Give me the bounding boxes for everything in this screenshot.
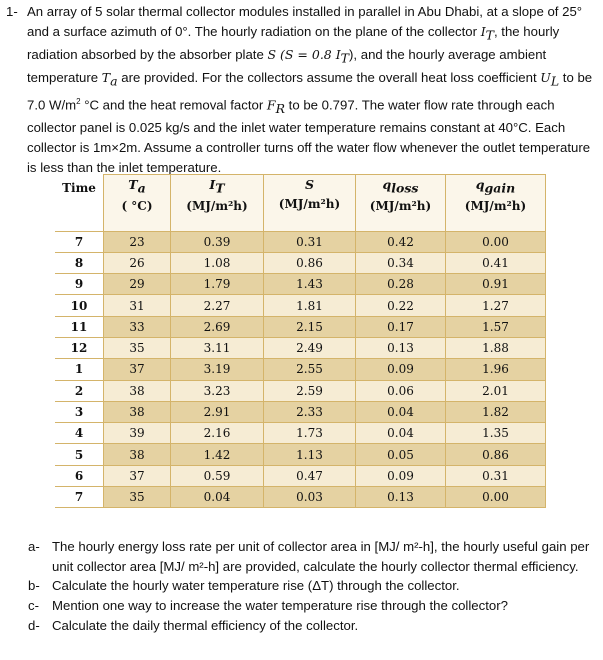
question-label: c- <box>28 598 39 614</box>
value-cell: 1.08 <box>171 252 264 273</box>
text-segment: to be 0.797. The water flow rate through each collector panel is 0.025 kg/s and the inlet water temperature remains constant at 40°C. Each collector is 1m×2m. Assume a controller turns off the water flow whenever the outlet temperature is less than the inlet temperature. <box>27 97 591 175</box>
value-cell: 39 <box>104 423 171 444</box>
value-cell: 0.39 <box>171 231 264 252</box>
header-subscript: loss <box>391 180 419 196</box>
value-cell: 0.09 <box>356 359 446 380</box>
math-subscript: L <box>550 74 560 90</box>
value-cell: 0.28 <box>356 274 446 295</box>
value-cell: 1.82 <box>446 401 546 422</box>
value-cell: 33 <box>104 316 171 337</box>
text-segment: , the hourly radiation absorbed by the absorber plate <box>27 23 560 63</box>
table-row <box>55 252 546 273</box>
value-cell: 1.43 <box>264 274 356 295</box>
question-text: Calculate the daily thermal efficiency of the collector. <box>52 617 359 633</box>
problem-text <box>27 2 598 178</box>
time-cell: 10 <box>55 295 104 316</box>
text-segment: are provided. For the collectors assume the overall heat loss coefficient <box>117 70 541 86</box>
header-subscript: T <box>215 180 225 196</box>
value-cell: 0.04 <box>171 487 264 508</box>
table-row <box>55 401 546 422</box>
header-symbol: S <box>304 177 315 192</box>
value-cell: 1.81 <box>264 295 356 316</box>
value-cell: 2.59 <box>264 380 356 401</box>
value-cell: 35 <box>104 487 171 508</box>
text-segment: An array of 5 solar thermal collector modules installed in parallel in Abu Dhabi, at a slope of 25° and a surface azimuth of 0°. The hourly radiation on the plane of the collector <box>27 4 583 39</box>
table-row <box>55 274 546 295</box>
text-segment: ), and the hourly average ambient temperature <box>27 47 547 86</box>
header-subscript: gain <box>484 180 516 196</box>
value-cell: 0.59 <box>171 465 264 486</box>
table-row <box>55 295 546 316</box>
question-text: The hourly energy loss rate per unit of collector area in [MJ/ m²-h], the hourly useful gain per unit collector area [MJ/ m²-h] are provided, calculate the hourly collector thermal efficiency. <box>52 539 590 574</box>
value-cell: 31 <box>104 295 171 316</box>
time-cell: 12 <box>55 337 104 358</box>
value-cell: 0.17 <box>356 316 446 337</box>
header-unit: (MJ/m²h) <box>278 197 341 211</box>
value-cell: 0.00 <box>446 231 546 252</box>
table-row <box>55 316 546 337</box>
value-cell: 2.55 <box>264 359 356 380</box>
question-text: Mention one way to increase the water temperature rise through the collector? <box>52 598 508 614</box>
value-cell: 0.06 <box>356 380 446 401</box>
value-cell: 2.16 <box>171 423 264 444</box>
time-cell: 1 <box>55 359 104 380</box>
time-cell: 7 <box>55 487 104 508</box>
header-it <box>171 175 264 232</box>
value-cell: 37 <box>104 359 171 380</box>
math-symbol: I <box>480 23 486 39</box>
math-subscript: T <box>485 27 494 43</box>
header-ta <box>104 175 171 232</box>
header-label: Time <box>62 180 96 195</box>
value-cell: 1.73 <box>264 423 356 444</box>
value-cell: 0.04 <box>356 401 446 422</box>
header-subscript: a <box>137 180 146 196</box>
value-cell: 0.03 <box>264 487 356 508</box>
value-cell: 35 <box>104 337 171 358</box>
time-cell: 3 <box>55 401 104 422</box>
value-cell: 26 <box>104 252 171 273</box>
value-cell: 0.91 <box>446 274 546 295</box>
math-symbol: S <box>267 47 277 63</box>
value-cell: 38 <box>104 401 171 422</box>
table-row <box>55 380 546 401</box>
value-cell: 23 <box>104 231 171 252</box>
value-cell: 0.31 <box>264 231 356 252</box>
math-symbol: T <box>101 70 111 86</box>
header-unit: (MJ/m²h) <box>186 199 248 214</box>
header-unit: (MJ/m²h) <box>464 199 527 214</box>
table-row <box>55 337 546 358</box>
table-row <box>55 231 546 252</box>
value-cell: 2.49 <box>264 337 356 358</box>
header-symbol: q <box>475 177 485 192</box>
value-cell: 1.27 <box>446 295 546 316</box>
value-cell: 1.42 <box>171 444 264 465</box>
header-qloss <box>356 175 446 232</box>
question-a <box>28 537 598 576</box>
value-cell: 0.13 <box>356 337 446 358</box>
table-row <box>55 465 546 486</box>
math-subscript: a <box>110 74 118 90</box>
value-cell: 2.91 <box>171 401 264 422</box>
time-cell: 11 <box>55 316 104 337</box>
header-unit: (MJ/m²h) <box>369 199 432 214</box>
header-symbol: T <box>128 177 138 192</box>
text-segment: to be 7.0 W/m <box>27 70 593 113</box>
time-cell: 7 <box>55 231 104 252</box>
time-cell: 6 <box>55 465 104 486</box>
value-cell: 0.05 <box>356 444 446 465</box>
value-cell: 1.57 <box>446 316 546 337</box>
table-row <box>55 444 546 465</box>
value-cell: 0.86 <box>446 444 546 465</box>
value-cell: 0.86 <box>264 252 356 273</box>
text-segment: °C and the heat removal factor <box>80 97 267 113</box>
header-s <box>264 175 356 232</box>
value-cell: 3.19 <box>171 359 264 380</box>
header-time <box>55 175 104 232</box>
time-cell: 4 <box>55 423 104 444</box>
value-cell: 0.04 <box>356 423 446 444</box>
math-expression: (S = 0.8 I <box>276 47 341 63</box>
value-cell: 1.13 <box>264 444 356 465</box>
header-qgain <box>446 175 546 232</box>
value-cell: 0.47 <box>264 465 356 486</box>
value-cell: 3.11 <box>171 337 264 358</box>
math-subscript: R <box>275 100 285 116</box>
question-label: b- <box>28 578 40 594</box>
question-label: a- <box>28 539 40 554</box>
value-cell: 2.27 <box>171 295 264 316</box>
table-header-row <box>55 175 546 232</box>
value-cell: 0.34 <box>356 252 446 273</box>
value-cell: 0.31 <box>446 465 546 486</box>
header-unit: ( °C) <box>121 199 153 214</box>
question-c <box>28 596 598 616</box>
value-cell: 0.41 <box>446 252 546 273</box>
time-cell: 2 <box>55 380 104 401</box>
value-cell: 2.69 <box>171 316 264 337</box>
value-cell: 1.79 <box>171 274 264 295</box>
table-row <box>55 423 546 444</box>
value-cell: 1.96 <box>446 359 546 380</box>
question-b <box>28 576 598 596</box>
value-cell: 2.01 <box>446 380 546 401</box>
value-cell: 38 <box>104 444 171 465</box>
math-symbol: U <box>540 70 551 86</box>
value-cell: 1.35 <box>446 423 546 444</box>
time-cell: 9 <box>55 274 104 295</box>
value-cell: 37 <box>104 465 171 486</box>
value-cell: 1.88 <box>446 337 546 358</box>
data-table <box>55 174 546 508</box>
superscript: 2 <box>76 96 81 106</box>
math-subscript: T <box>340 50 350 66</box>
value-cell: 0.42 <box>356 231 446 252</box>
value-cell: 38 <box>104 380 171 401</box>
table-row <box>55 487 546 508</box>
value-cell: 2.33 <box>264 401 356 422</box>
problem-number: 1- <box>6 4 18 19</box>
question-d <box>28 616 598 636</box>
value-cell: 0.22 <box>356 295 446 316</box>
problem-statement <box>6 2 598 178</box>
time-cell: 5 <box>55 444 104 465</box>
value-cell: 29 <box>104 274 171 295</box>
question-label: d- <box>28 617 40 633</box>
header-symbol: q <box>382 177 392 192</box>
math-symbol: F <box>266 97 276 113</box>
value-cell: 2.15 <box>264 316 356 337</box>
question-list <box>28 537 598 636</box>
value-cell: 0.00 <box>446 487 546 508</box>
value-cell: 0.13 <box>356 487 446 508</box>
value-cell: 0.09 <box>356 465 446 486</box>
time-cell: 8 <box>55 252 104 273</box>
question-text: Calculate the hourly water temperature rise (ΔT) through the collector. <box>52 578 460 594</box>
table-row <box>55 359 546 380</box>
value-cell: 3.23 <box>171 380 264 401</box>
header-symbol: I <box>209 177 216 192</box>
